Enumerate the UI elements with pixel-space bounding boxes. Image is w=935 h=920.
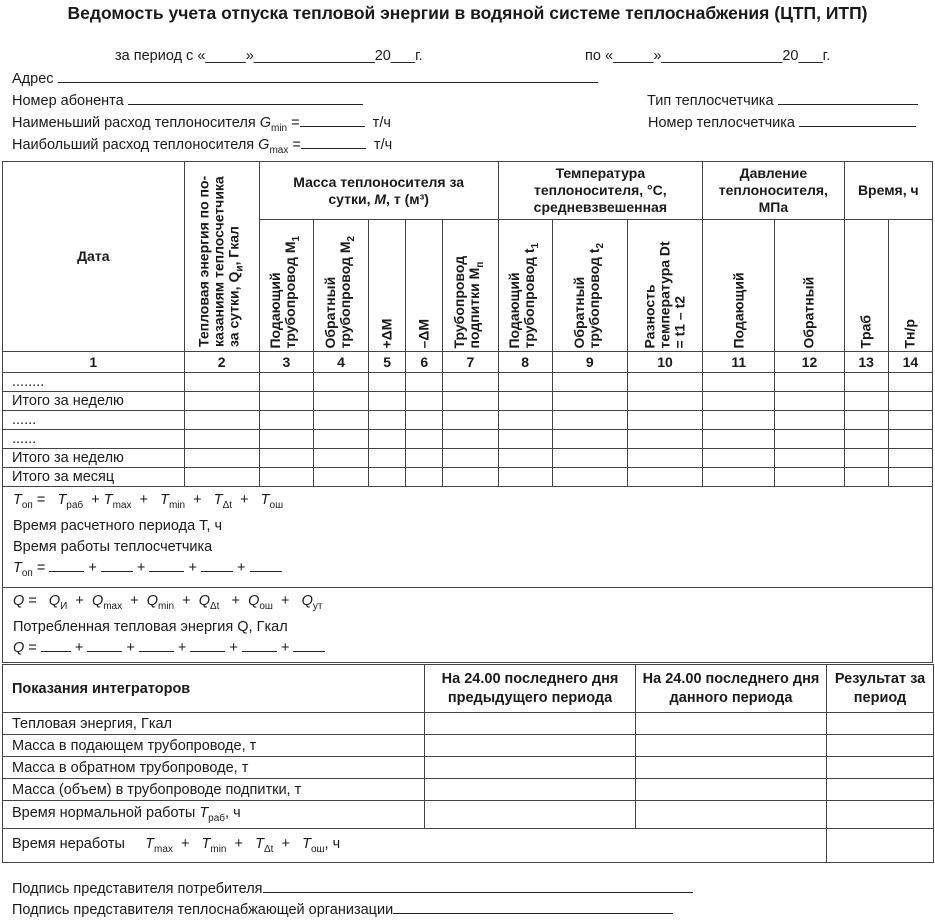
supply-mass-header: Подающий трубопровод $M_1$ — [259, 220, 313, 352]
consumed-energy-label: Потребленная тепловая энергия Q, Гкал — [13, 618, 288, 635]
meter-type-label: Тип теплосчетчика — [647, 93, 774, 109]
time-balance-block — [3, 487, 933, 588]
integrator-row: Время неработы $T_{max} + T_{min} + T_{\Delta t} + T_{ош}$, ч — [3, 829, 934, 863]
plus-delta-mass-header: +ΔM — [369, 220, 406, 352]
integrator-row: Масса в подающем трубопроводе, т — [3, 735, 934, 757]
document-title: Ведомость учета отпуска тепловой энергии в водяной системе теплоснабжения (ЦТП, ИТП) — [67, 3, 868, 23]
downtime-header: Tн/р — [888, 220, 932, 352]
energy-balance-block — [3, 587, 933, 662]
return-temp-header: Обратный трубопровод $t_2$ — [552, 220, 627, 352]
minus-delta-mass-header: –ΔM — [406, 220, 443, 352]
energy-formula-blank: Q = + + + + + — [13, 638, 922, 659]
energy-formula: $Q = Q_И + Q_{max} + Q_{min} + Q_{\Delta t} + Q_{ош} + Q_{ут}$ — [13, 592, 323, 612]
temp-difference-header: Разность температура Dt = t1 – t2 — [627, 220, 702, 352]
table-row: ...... — [3, 411, 933, 430]
table-row: Итого за неделю — [3, 449, 933, 468]
result-header: Результат за период — [827, 665, 934, 713]
table-row: ...... — [3, 430, 933, 449]
min-flow-label: Наименьший расход теплоносителя — [12, 115, 256, 131]
return-pressure-header: Обратный — [775, 220, 844, 352]
min-flow-unit: т/ч — [372, 115, 391, 131]
address-label: Адрес — [12, 71, 54, 87]
pressure-group-header: Давление теплоносителя, МПа — [703, 162, 844, 220]
consumer-signature: Подпись представителя потребителя — [12, 879, 693, 897]
table-row: ........ — [3, 373, 933, 392]
max-flow-label: Наибольший расход теплоносителя — [12, 137, 255, 153]
date-header: Дата — [3, 162, 185, 352]
subscriber-line — [128, 91, 363, 105]
time-formula-blank: $T_{оп}$ = + + + + — [13, 558, 922, 584]
mass-group-header: Масса теплоносителя за сутки, M, т (м³) — [259, 162, 498, 220]
supply-temp-header: Подающий трубопровод $t_1$ — [498, 220, 552, 352]
meter-number-label: Номер теплосчетчика — [648, 115, 795, 131]
return-mass-header: Обратный трубопровод $M_2$ — [313, 220, 368, 352]
address-line — [58, 69, 598, 83]
supplier-signature: Подпись представителя теплоснабжающей организации — [12, 900, 673, 918]
integrator-row: Время нормальной работы $T_{раб}$, ч — [3, 801, 934, 829]
max-flow-field: Наибольший расход теплоносителя $G_{max} = т/ч$ — [12, 137, 393, 156]
prev-period-header: На 24.00 последнего дня предыдущего периода — [425, 665, 636, 713]
meter-type-line — [778, 91, 918, 105]
period-from: за период с «_____»_______________20___г. — [115, 48, 423, 64]
min-flow-line — [300, 113, 365, 127]
integrators-header: Показания интеграторов — [3, 665, 425, 713]
supply-pressure-header: Подающий — [703, 220, 775, 352]
table-row: Итого за месяц — [3, 468, 933, 487]
min-flow-field: Наименьший расход теплоносителя $G_{min} = т/ч$ — [12, 115, 391, 134]
column-numbers-row: 1 2 3 4 5 6 7 8 9 10 11 12 13 14 — [3, 352, 933, 373]
daily-records-table — [2, 161, 933, 663]
temperature-group-header: Температура теплоносителя, °С, средневзвешенная — [498, 162, 703, 220]
integrator-row: Масса (объем) в трубопроводе подпитки, т — [3, 779, 934, 801]
integrator-readings-table — [2, 664, 934, 863]
integrator-row: Тепловая энергия, Гкал — [3, 713, 934, 735]
time-formula: $T_{оп} = T_{раб} + T_{max} + T_{min} + T_{\Delta t} + T_{ош}$ — [13, 492, 284, 511]
meter-number-line — [799, 113, 916, 127]
max-flow-line — [301, 135, 366, 149]
max-flow-unit: т/ч — [373, 137, 393, 153]
period-to: по «_____»_______________20___г. — [585, 48, 831, 64]
energy-per-day-header: Тепловая энергия по по- казаниям теплосчетчика за сутки, $Q_и$, Гкал — [184, 162, 259, 352]
integrator-row: Масса в обратном трубопроводе, т — [3, 757, 934, 779]
meter-number-field — [648, 113, 916, 131]
calc-period-label: Время расчетного периода T, ч — [13, 517, 223, 534]
address-field — [12, 69, 598, 87]
subscriber-label: Номер абонента — [12, 93, 124, 109]
makeup-mass-header: Трубопровод подпитки $M_п$ — [443, 220, 498, 352]
cur-period-header: На 24.00 последнего дня данного периода — [636, 665, 827, 713]
table-row: Итого за неделю — [3, 392, 933, 411]
time-group-header: Время, ч — [844, 162, 932, 220]
meter-work-time-label: Время работы теплосчетчика — [13, 538, 213, 555]
work-time-header: Tраб — [844, 220, 888, 352]
meter-type-field — [647, 91, 918, 109]
subscriber-field — [12, 91, 363, 109]
